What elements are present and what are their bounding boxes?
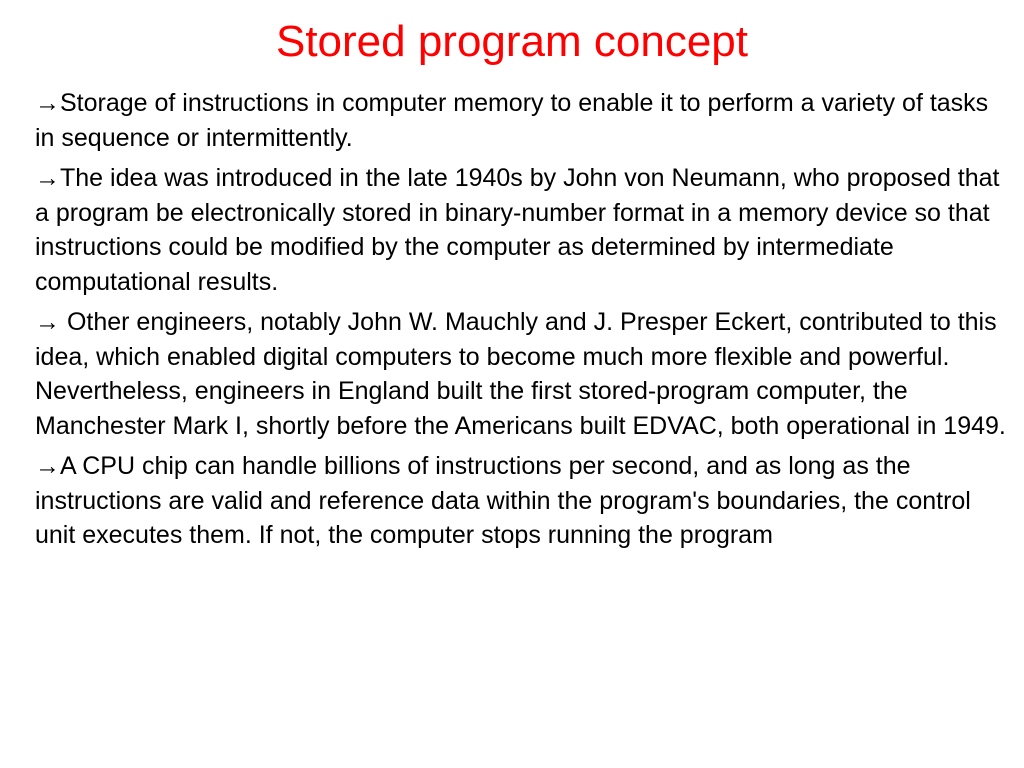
- bullet-paragraph-2: [35, 161, 1010, 299]
- bullet-paragraph-1: [35, 86, 1010, 155]
- bullet-paragraph-4: [35, 449, 1010, 553]
- slide-body: [35, 86, 1010, 559]
- bullet-text-4: A CPU chip can handle billions of instructions per second, and as long as the instructions are valid and reference data within the program's boundaries, the control unit executes them. If not, the computer stops running the program: [35, 452, 971, 549]
- slide-title: Stored program concept: [275, 17, 749, 66]
- bullet-paragraph-3: [35, 305, 1010, 443]
- arrow-right-icon: →: [35, 164, 60, 192]
- bullet-text-3: Other engineers, notably John W. Mauchly and J. Presper Eckert, contributed to this idea, which enabled digital computers to become much more flexible and powerful. Nevertheless, engineers in England built the first stored-program computer, the Manchester Mark I, shortly before the Americans built EDVAC, both operational in 1949.: [35, 308, 1006, 440]
- arrow-right-icon: →: [35, 452, 60, 480]
- bullet-text-2: The idea was introduced in the late 1940s by John von Neumann, who proposed that a program be electronically stored in binary-number format in a memory device so that instructions could be modified by the computer as determined by intermediate computational results.: [35, 164, 1000, 296]
- arrow-right-icon: →: [35, 308, 60, 336]
- bullet-lead-3: [60, 308, 67, 336]
- bullet-text-1: Storage of instructions in computer memory to enable it to perform a variety of tasks in sequence or intermittently.: [35, 89, 989, 152]
- arrow-right-icon: →: [35, 89, 60, 117]
